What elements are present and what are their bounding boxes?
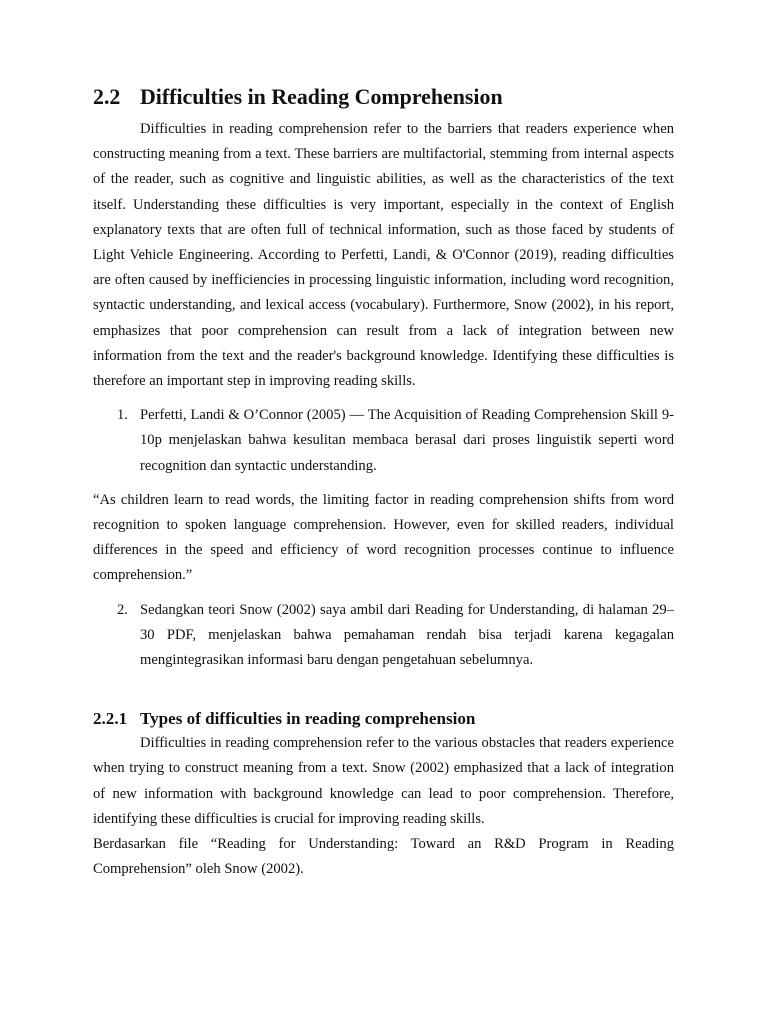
section-number: 2.2 — [93, 84, 121, 109]
subsection-title: Types of difficulties in reading comprehension — [140, 709, 476, 729]
document-page — [93, 84, 674, 882]
subsection-number: 2.2.1 — [93, 709, 128, 729]
list-item-text: Sedangkan teori Snow (2002) saya ambil dari Reading for Understanding, di halaman 29–30 PDF, menjelaskan bahwa pemahaman rendah bisa terjadi karena kegagalan mengintegrasikan informasi baru dengan pengetahuan sebelumnya. — [140, 601, 674, 669]
reference-list-1 — [93, 403, 674, 479]
list-item — [93, 598, 674, 674]
source-note: Berdasarkan file “Reading for Understanding: Toward an R&D Program in Reading Comprehension” oleh Snow (2002). — [93, 836, 674, 878]
reference-list-2 — [93, 598, 674, 674]
quote-paragraph: “As children learn to read words, the limiting factor in reading comprehension shifts from word recognition to spoken language comprehension. However, even for skilled readers, individual differences in the speed and efficiency of word recognition processes continue to influence comprehension.” — [93, 491, 674, 584]
section-title: Difficulties in Reading Comprehension — [140, 84, 503, 109]
list-item-text: Perfetti, Landi & O’Connor (2005) — The Acquisition of Reading Comprehension Skill 9-10p menjelaskan bahwa kesulitan membaca berasal dari proses linguistik seperti word recognition dan syntactic understanding. — [140, 407, 674, 474]
list-marker: 2. — [117, 601, 128, 618]
section-paragraph: Difficulties in reading comprehension refer to the barriers that readers experience when constructing meaning from a text. These barriers are multifactorial, stemming from internal aspects of the reader, such as cognitive and linguistic abilities, as well as the characteristics of the text itself. Understanding these difficulties is very important, especially in the context of English explanatory texts that are often full of technical information, such as those faced by students of Light Vehicle Engineering. According to Perfetti, Landi, & O'Connor (2019), reading difficulties are often caused by inefficiencies in processing linguistic information, including word recognition, syntactic understanding, and lexical access (vocabulary). Furthermore, Snow (2002), in his report, emphasizes that poor comprehension can result from a lack of integration between new information from the text and the reader's background knowledge. Identifying these difficulties is therefore an important step in improving reading skills. — [93, 121, 674, 390]
section-heading — [93, 84, 674, 109]
list-marker: 1. — [117, 407, 128, 424]
list-item — [93, 403, 674, 479]
subsection-paragraph: Difficulties in reading comprehension refer to the various obstacles that readers experience when trying to construct meaning from a text. Snow (2002) emphasized that a lack of integration of new information with background knowledge can lead to poor comprehension. Therefore, identifying these difficulties is crucial for improving reading skills. — [93, 735, 674, 827]
subsection-heading — [93, 706, 674, 731]
